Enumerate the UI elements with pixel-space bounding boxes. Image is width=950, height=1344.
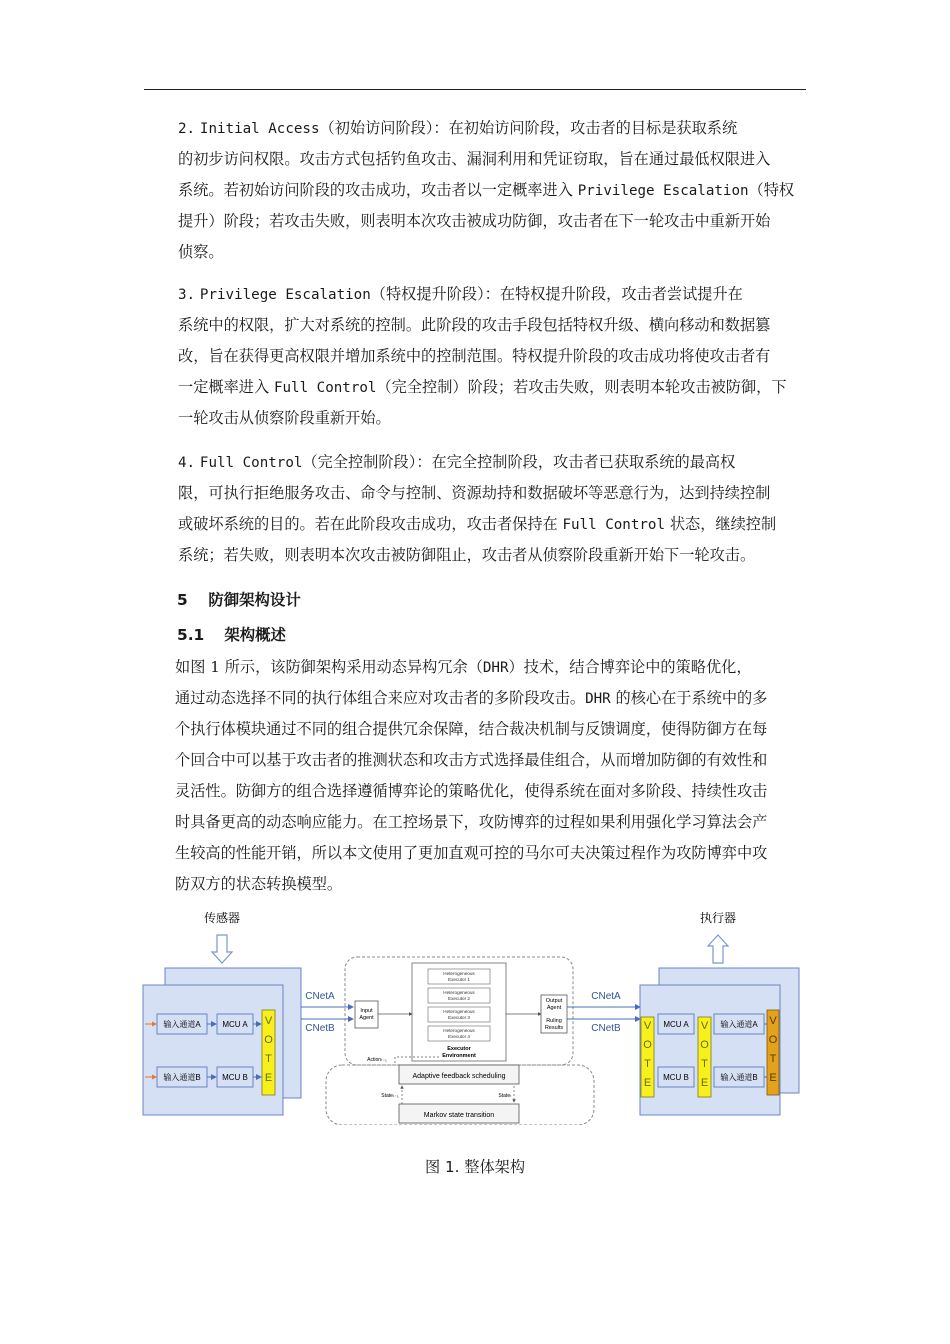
vote-letter: O <box>700 1039 709 1051</box>
section-number: 5 <box>177 591 188 609</box>
executor-label-4-2: Executor 4 <box>448 1034 470 1039</box>
executor-label-4-1: Heterogeneous <box>443 1028 475 1033</box>
cnet-a-label-right: CNetA <box>591 991 621 1002</box>
executor-label-3-1: Heterogeneous <box>443 1009 475 1014</box>
figure-caption: 图 1. 整体架构 <box>424 1158 526 1176</box>
vote-letter: O <box>768 1034 778 1046</box>
executor-label-2-2: Executor 2 <box>448 996 470 1001</box>
paragraph-full-control <box>145 447 807 571</box>
vote-letter: T <box>769 1053 777 1065</box>
cnet-a-label-left: CNetA <box>305 991 335 1002</box>
output-agent-label-2: Agent <box>546 1005 562 1011</box>
actuator-arrow-icon <box>708 935 728 963</box>
subsection-title: 架构概述 <box>224 626 286 644</box>
text-line: 侦察。 <box>178 243 224 261</box>
text-line: 一定概率进入 Full Control（完全控制）阶段；若攻击失败，则表明本轮攻击被防御，下 <box>178 378 787 396</box>
executor-env-label-2: Environment <box>442 1053 476 1059</box>
text-line: 的初步访问权限。攻击方式包括钓鱼攻击、漏洞利用和凭证窃取，旨在通过最低权限进入 <box>178 150 771 168</box>
vote-letter: E <box>700 1077 709 1089</box>
mcu-b-label: MCU B <box>222 1073 248 1082</box>
vote-letter: V <box>700 1020 709 1032</box>
state-left-label: Stateₜ₋₁ <box>381 1093 399 1099</box>
text-line: 时具备更高的动态响应能力。在工控场景下，攻防博弈的过程如果利用强化学习算法会产 <box>175 813 768 831</box>
text-line: 个执行体模块通过不同的组合提供冗余保障，结合裁决机制与反馈调度，使得防御方在每 <box>175 720 768 738</box>
text-line: 限，可执行拒绝服务攻击、命令与控制、资源劫持和数据破坏等恶意行为，达到持续控制 <box>178 484 771 502</box>
section-title: 防御架构设计 <box>208 591 301 609</box>
section-heading-5 <box>177 588 301 610</box>
paragraph-initial-access <box>145 113 807 268</box>
sensor-arrow-icon <box>212 935 232 963</box>
sensor-label: 传感器 <box>203 911 241 925</box>
vote-letter: V <box>264 1015 273 1027</box>
adaptive-feedback-label: Adaptive feedback scheduling <box>412 1073 506 1080</box>
text-line: 防双方的状态转换模型。 <box>175 875 343 893</box>
text-line: 系统中的权限，扩大对系统的控制。此阶段的攻击手段包括特权升级、横向移动和数据篡 <box>178 316 771 334</box>
executor-label-1-1: Heterogeneous <box>443 971 475 976</box>
text-line: 改，旨在获得更高权限并增加系统中的控制范围。特权提升阶段的攻击成功将使攻击者有 <box>178 347 771 365</box>
cnet-b-label-left: CNetB <box>305 1023 335 1034</box>
vote-letter: T <box>701 1058 708 1070</box>
output-agent-label-1: Output <box>545 998 563 1004</box>
section-heading-5-1 <box>177 623 286 645</box>
text-line: 系统。若初始访问阶段的攻击成功，攻击者以一定概率进入 Privilege Escalation（特权 <box>178 181 795 199</box>
text-line: 如图 1 所示，该防御架构采用动态异构冗余（DHR）技术，结合博弈论中的策略优化， <box>175 658 752 676</box>
text-line: 3. Privilege Escalation（特权提升阶段）：在特权提升阶段，攻击者尝试提升在 <box>178 285 743 303</box>
input-channel-a-label: 输入通道A <box>163 1020 201 1029</box>
input-channel-b-label-right: 输入通道B <box>720 1073 758 1082</box>
text-line: 通过动态选择不同的执行体组合来应对攻击者的多阶段攻击。DHR 的核心在于系统中的多 <box>175 689 768 707</box>
subsection-number: 5.1 <box>177 626 205 644</box>
text-line: 个回合中可以基于攻击者的推测状态和攻击方式选择最佳组合，从而增加防御的有效性和 <box>175 751 768 769</box>
mcu-a-label-right: MCU A <box>663 1020 689 1029</box>
ruling-results-label-1: Ruling <box>546 1018 562 1024</box>
text-line: 4. Full Control（完全控制阶段）：在完全控制阶段，攻击者已获取系统的最高权 <box>178 453 736 471</box>
action-label: Actionₜ₋₁ <box>367 1057 387 1063</box>
ruling-results-label-2: Results <box>544 1025 564 1031</box>
paragraph-architecture-overview <box>145 652 807 900</box>
cnet-b-label-right: CNetB <box>591 1023 621 1034</box>
vote-letter: T <box>644 1058 651 1070</box>
state-right-label: Stateₜ <box>498 1093 512 1099</box>
input-channel-b-label: 输入通道B <box>163 1073 201 1082</box>
vote-letter: O <box>264 1034 273 1046</box>
mcu-b-label-right: MCU B <box>663 1073 689 1082</box>
actuator-label: 执行器 <box>699 911 737 925</box>
executor-env-label-1: Executor <box>447 1046 471 1052</box>
text-line: 系统；若失败，则表明本次攻击被防御阻止，攻击者从侦察阶段重新开始下一轮攻击。 <box>178 546 756 564</box>
input-channel-a-label-right: 输入通道A <box>720 1020 758 1029</box>
vote-letter: E <box>769 1072 777 1084</box>
vote-letter: V <box>643 1020 652 1032</box>
input-agent-label-2: Agent <box>359 1015 374 1021</box>
markov-label: Markov state transition <box>423 1112 495 1119</box>
executor-label-3-2: Executor 3 <box>448 1015 470 1020</box>
vote-letter: T <box>265 1053 272 1065</box>
mcu-a-label: MCU A <box>222 1020 248 1029</box>
header-rule <box>144 89 806 90</box>
text-line: 灵活性。防御方的组合选择遵循博弈论的策略优化，使得系统在面对多阶段、持续性攻击 <box>175 782 768 800</box>
text-line: 一轮攻击从侦察阶段重新开始。 <box>178 409 391 427</box>
text-line: 或破坏系统的目的。若在此阶段攻击成功，攻击者保持在 Full Control 状态，继续控制 <box>178 515 777 533</box>
executor-label-2-1: Heterogeneous <box>443 990 475 995</box>
vote-letter: V <box>769 1015 777 1027</box>
vote-letter: E <box>643 1077 652 1089</box>
vote-letter: E <box>264 1072 273 1084</box>
input-agent-label-1: Input <box>360 1008 373 1014</box>
architecture-diagram <box>140 905 810 1125</box>
executor-label-1-2: Executor 1 <box>448 977 470 982</box>
vote-letter: O <box>643 1039 652 1051</box>
text-line: 生较高的性能开销，所以本文使用了更加直观可控的马尔可夫决策过程作为攻防博弈中攻 <box>175 844 768 862</box>
text-line: 提升）阶段；若攻击失败，则表明本次攻击被成功防御，攻击者在下一轮攻击中重新开始 <box>178 212 771 230</box>
text-line: 2. Initial Access（初始访问阶段）：在初始访问阶段，攻击者的目标是获取系统 <box>178 119 738 137</box>
paragraph-privilege-escalation <box>145 279 807 434</box>
